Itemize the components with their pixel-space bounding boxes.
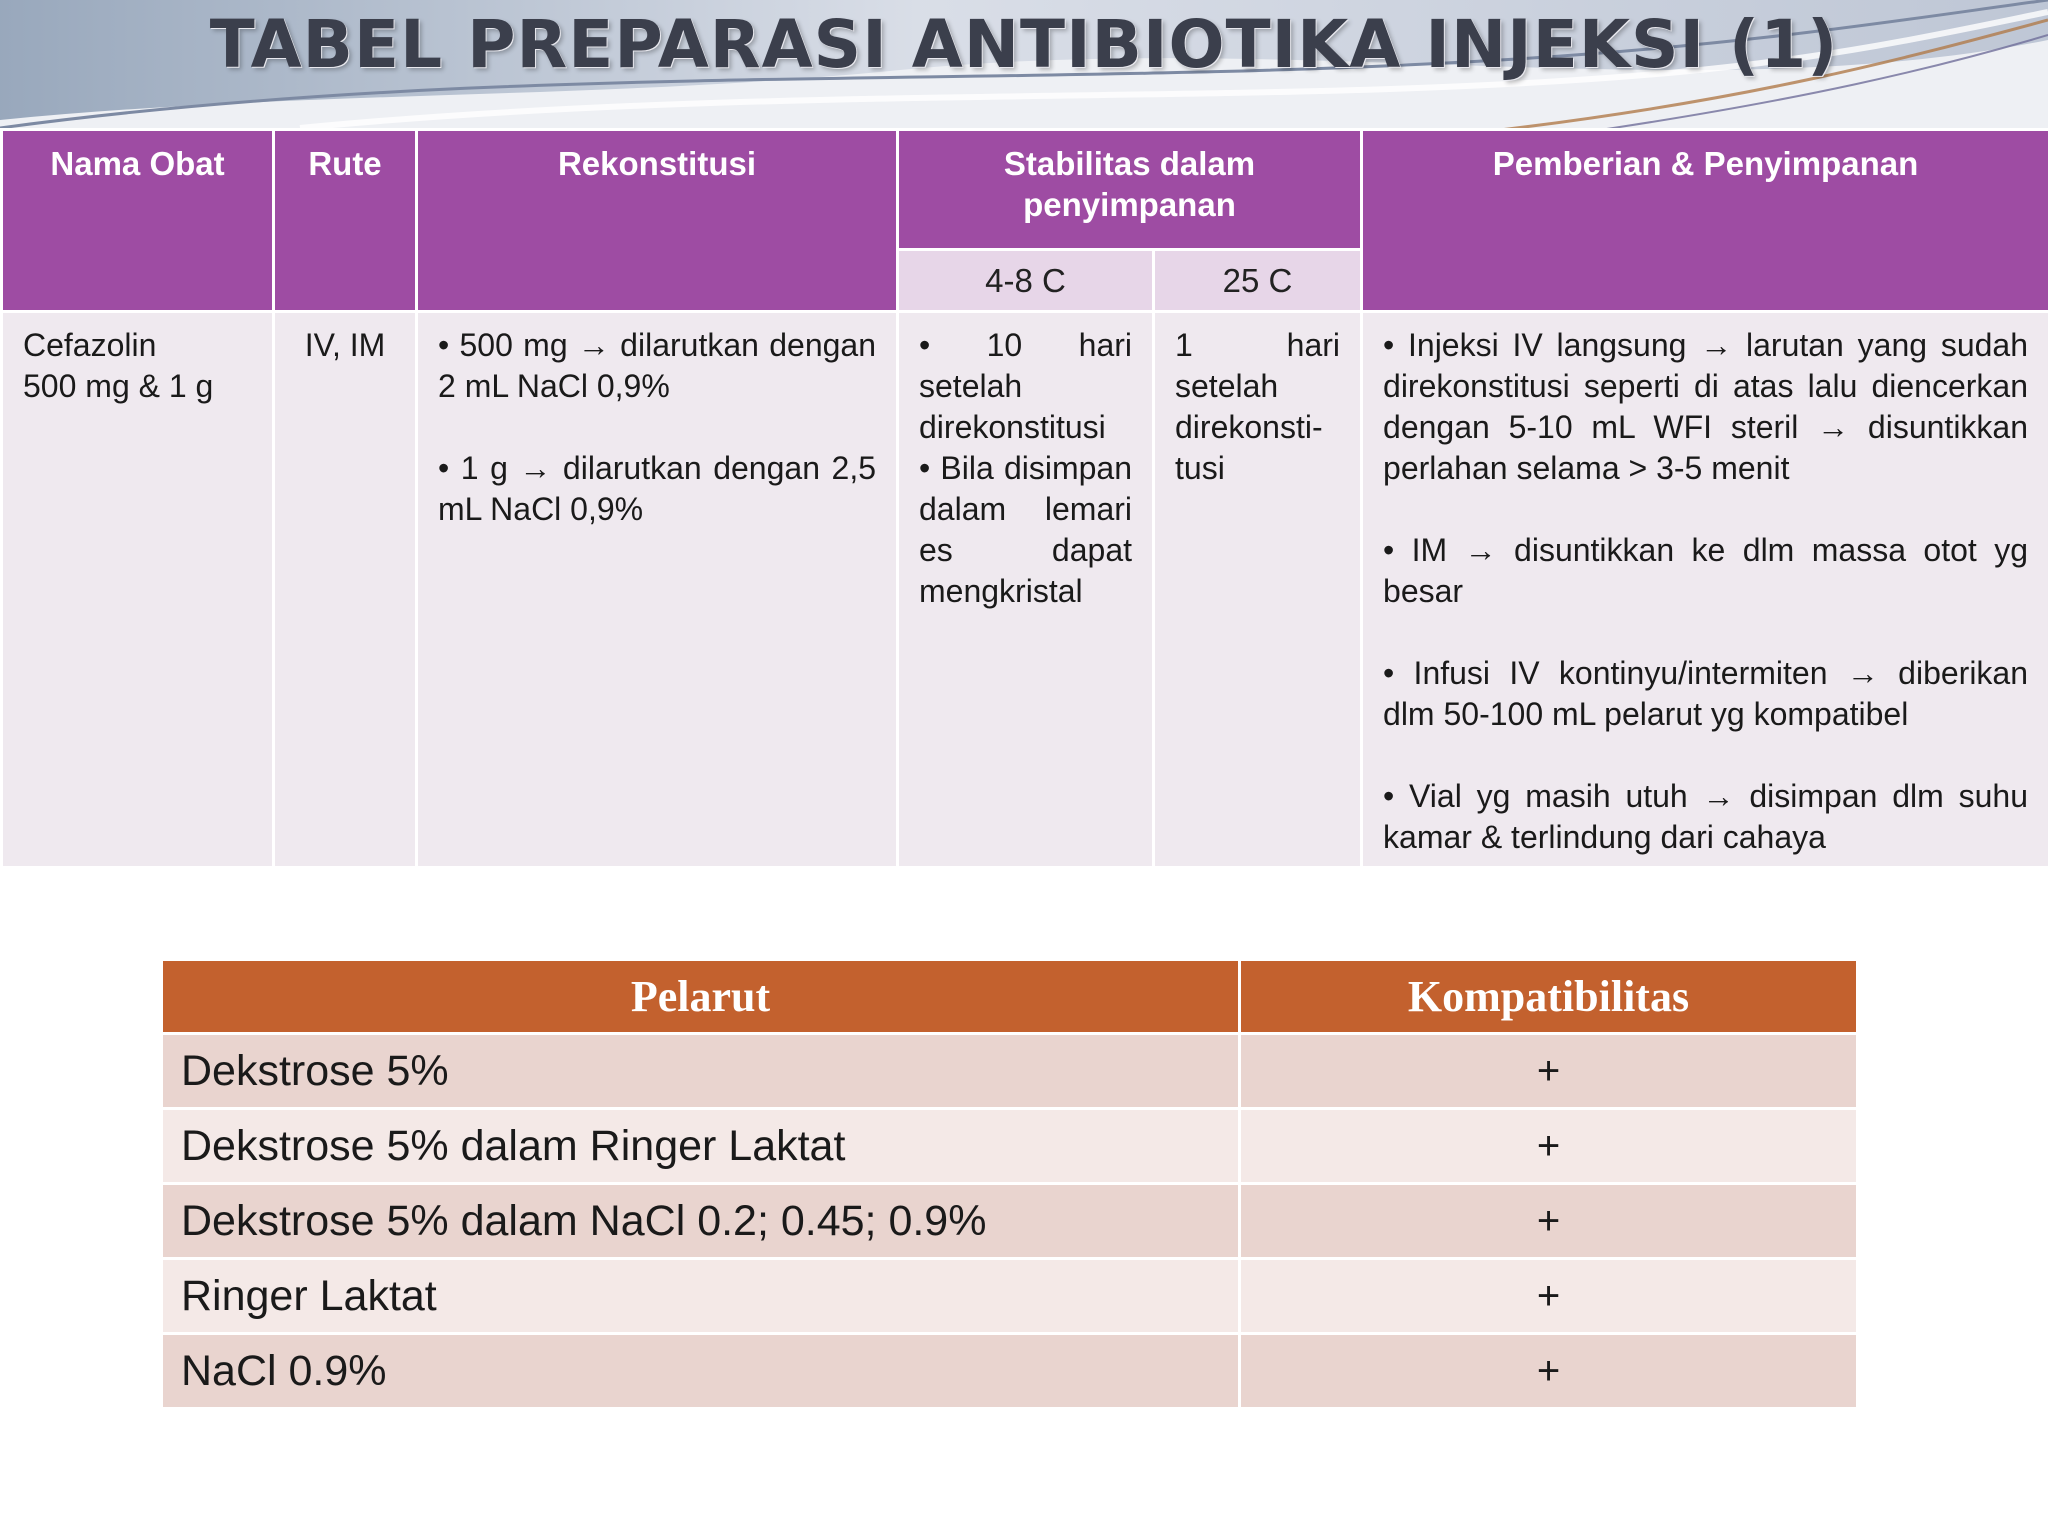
compatibility-mark: + <box>1240 1259 1858 1334</box>
cell-nama-obat <box>2 312 274 868</box>
header-pemberian: Pemberian & Penyimpanan <box>1362 130 2048 312</box>
drug-strength: 500 mg & 1 g <box>23 368 214 404</box>
drug-name: Cefazolin <box>23 327 157 363</box>
table-row <box>162 1109 1858 1184</box>
solvent-name: Dekstrose 5% <box>162 1034 1240 1109</box>
stabilitas-cold-item: • 10 hari setelah direkonstitusi <box>919 327 1132 445</box>
pemberian-item: • Vial yg masih utuh → disimpan dlm suhu kamar & terlindung dari cahaya <box>1383 778 2029 855</box>
pemberian-item: • Injeksi IV langsung → larutan yang sudah direkonstitusi seperti di atas lalu diencerkan dengan 5-10 mL WFI steril → disuntikkan perlahan selama > 3-5 menit <box>1383 327 2029 486</box>
rekonstitusi-item: • 1 g → dilarutkan dengan 2,5 mL NaCl 0,9% <box>438 450 876 527</box>
header-nama-obat: Nama Obat <box>2 130 274 312</box>
compatibility-mark: + <box>1240 1184 1858 1259</box>
solvent-name: NaCl 0.9% <box>162 1334 1240 1409</box>
rekonstitusi-item: • 500 mg → dilarutkan dengan 2 mL NaCl 0,9% <box>438 327 876 404</box>
table-row <box>162 1259 1858 1334</box>
solvent-header-row <box>162 960 1858 1034</box>
table-row <box>162 1334 1858 1409</box>
solvent-name: Dekstrose 5% dalam NaCl 0.2; 0.45; 0.9% <box>162 1184 1240 1259</box>
header-stabilitas-room: 25 C <box>1154 250 1362 312</box>
header-pelarut: Pelarut <box>162 960 1240 1034</box>
compatibility-mark: + <box>1240 1034 1858 1109</box>
stabilitas-cold-item: • Bila disimpan dalam lemari es dapat mengkristal <box>919 450 1132 609</box>
cell-pemberian <box>1362 312 2048 868</box>
pemberian-item: • Infusi IV kontinyu/intermiten → diberikan dlm 50-100 mL pelarut yg kompatibel <box>1383 655 2029 732</box>
table-row <box>162 1034 1858 1109</box>
preparation-table <box>0 128 2048 869</box>
header-rute: Rute <box>274 130 417 312</box>
compatibility-mark: + <box>1240 1334 1858 1409</box>
compatibility-mark: + <box>1240 1109 1858 1184</box>
header-stabilitas: Stabilitas dalam penyimpanan <box>898 130 1362 250</box>
cell-stabilitas-cold <box>898 312 1154 868</box>
header-row <box>2 130 2048 250</box>
table-row <box>162 1184 1858 1259</box>
header-stabilitas-cold: 4-8 C <box>898 250 1154 312</box>
pemberian-item: • IM → disuntikkan ke dlm massa otot yg besar <box>1383 532 2029 609</box>
solvent-name: Dekstrose 5% dalam Ringer Laktat <box>162 1109 1240 1184</box>
header-rekonstitusi: Rekonstitusi <box>417 130 898 312</box>
page-title: TABEL PREPARASI ANTIBIOTIKA INJEKSI (1) <box>209 6 1839 83</box>
solvent-name: Ringer Laktat <box>162 1259 1240 1334</box>
solvent-compatibility-table <box>160 958 1859 1410</box>
table-row <box>2 312 2048 868</box>
cell-rekonstitusi <box>417 312 898 868</box>
cell-stabilitas-room: 1 hari setelah direkonsti-tusi <box>1154 312 1362 868</box>
header-kompatibilitas: Kompatibilitas <box>1240 960 1858 1034</box>
cell-rute: IV, IM <box>274 312 417 868</box>
